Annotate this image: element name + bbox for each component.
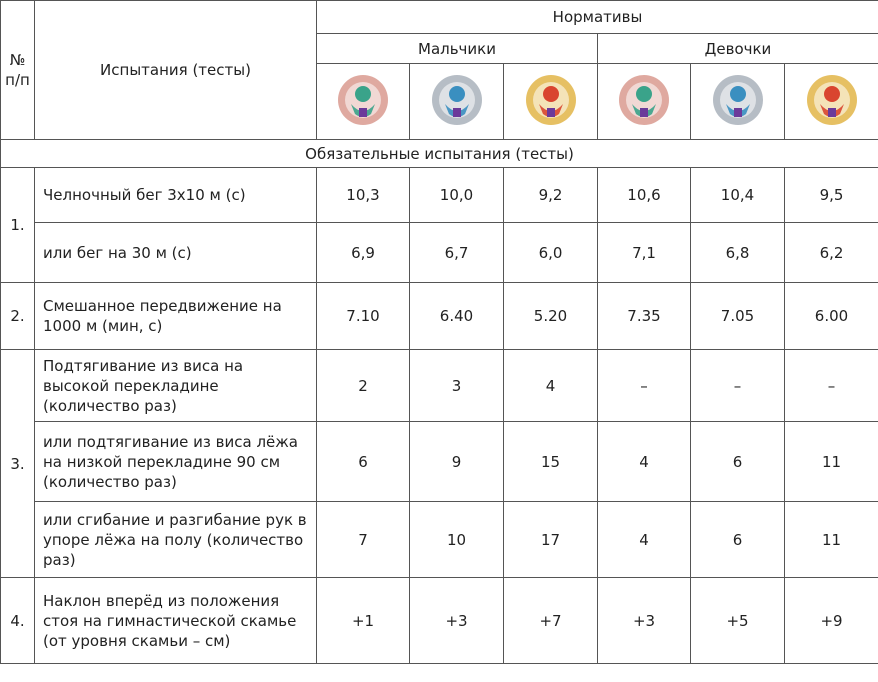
test-name: Подтягивание из виса на высокой перекладине (количество раз)	[35, 350, 317, 422]
norm-value: +3	[598, 578, 691, 664]
table-row	[1, 223, 878, 283]
gold-badge-icon	[806, 74, 858, 126]
test-name: Смешанное передвижение на 1000 м (мин, с)	[35, 283, 317, 350]
norm-value: +1	[317, 578, 410, 664]
table-row	[1, 350, 878, 422]
norm-value: 10,6	[598, 168, 691, 223]
norm-value: 17	[504, 502, 598, 578]
silver-badge-icon	[431, 74, 483, 126]
norm-value: 6,9	[317, 223, 410, 283]
test-name: Челночный бег 3х10 м (с)	[35, 168, 317, 223]
norm-value: 4	[598, 502, 691, 578]
norm-value: 6,7	[410, 223, 504, 283]
table-row	[1, 168, 878, 223]
norm-value: 9,2	[504, 168, 598, 223]
norm-value: 6	[691, 502, 785, 578]
norm-value: 3	[410, 350, 504, 422]
gold-badge-icon	[525, 74, 577, 126]
badge-cell	[691, 64, 785, 140]
norm-value: 10	[410, 502, 504, 578]
row-number: 2.	[1, 283, 35, 350]
section-title: Обязательные испытания (тесты)	[1, 140, 878, 168]
norm-value: 11	[785, 422, 878, 502]
boys-header: Мальчики	[317, 34, 598, 64]
row-number: 1.	[1, 168, 35, 283]
badge-cell	[598, 64, 691, 140]
bronze-badge-icon	[337, 74, 389, 126]
num-column-header: № п/п	[1, 1, 35, 140]
norm-value: 9	[410, 422, 504, 502]
norm-value: 6	[691, 422, 785, 502]
norm-value: 4	[598, 422, 691, 502]
row-number: 3.	[1, 350, 35, 578]
norm-value: –	[598, 350, 691, 422]
norm-value: 6.00	[785, 283, 878, 350]
table-row	[1, 502, 878, 578]
norm-value: 6,2	[785, 223, 878, 283]
norm-value: –	[691, 350, 785, 422]
badge-cell	[785, 64, 878, 140]
norm-value: 6,0	[504, 223, 598, 283]
norm-value: 5.20	[504, 283, 598, 350]
norm-value: 2	[317, 350, 410, 422]
norm-value: 10,3	[317, 168, 410, 223]
test-name: Наклон вперёд из положения стоя на гимнастической скамье (от уровня скамьи – см)	[35, 578, 317, 664]
badge-cell	[317, 64, 410, 140]
norm-value: 6	[317, 422, 410, 502]
bronze-badge-icon	[618, 74, 670, 126]
norm-value: +9	[785, 578, 878, 664]
norm-value: 6,8	[691, 223, 785, 283]
badge-cell	[504, 64, 598, 140]
norm-value: 7	[317, 502, 410, 578]
tests-column-header: Испытания (тесты)	[35, 1, 317, 140]
test-name: или подтягивание из виса лёжа на низкой перекладине 90 см (количество раз)	[35, 422, 317, 502]
norm-value: 7.05	[691, 283, 785, 350]
norm-value: +7	[504, 578, 598, 664]
norm-value: 4	[504, 350, 598, 422]
norm-value: 7.35	[598, 283, 691, 350]
norm-value: +3	[410, 578, 504, 664]
norm-value: 7.10	[317, 283, 410, 350]
row-number: 4.	[1, 578, 35, 664]
badge-cell	[410, 64, 504, 140]
norm-value: 10,0	[410, 168, 504, 223]
norm-value: 6.40	[410, 283, 504, 350]
norm-value: 7,1	[598, 223, 691, 283]
norm-value: 10,4	[691, 168, 785, 223]
norm-value: 11	[785, 502, 878, 578]
table-row	[1, 578, 878, 664]
norms-header: Нормативы	[317, 1, 878, 34]
girls-header: Девочки	[598, 34, 878, 64]
table-row	[1, 422, 878, 502]
norm-value: –	[785, 350, 878, 422]
test-name: или сгибание и разгибание рук в упоре лёжа на полу (количество раз)	[35, 502, 317, 578]
table-row	[1, 283, 878, 350]
norm-value: 15	[504, 422, 598, 502]
test-name: или бег на 30 м (с)	[35, 223, 317, 283]
silver-badge-icon	[712, 74, 764, 126]
norm-value: 9,5	[785, 168, 878, 223]
norm-value: +5	[691, 578, 785, 664]
